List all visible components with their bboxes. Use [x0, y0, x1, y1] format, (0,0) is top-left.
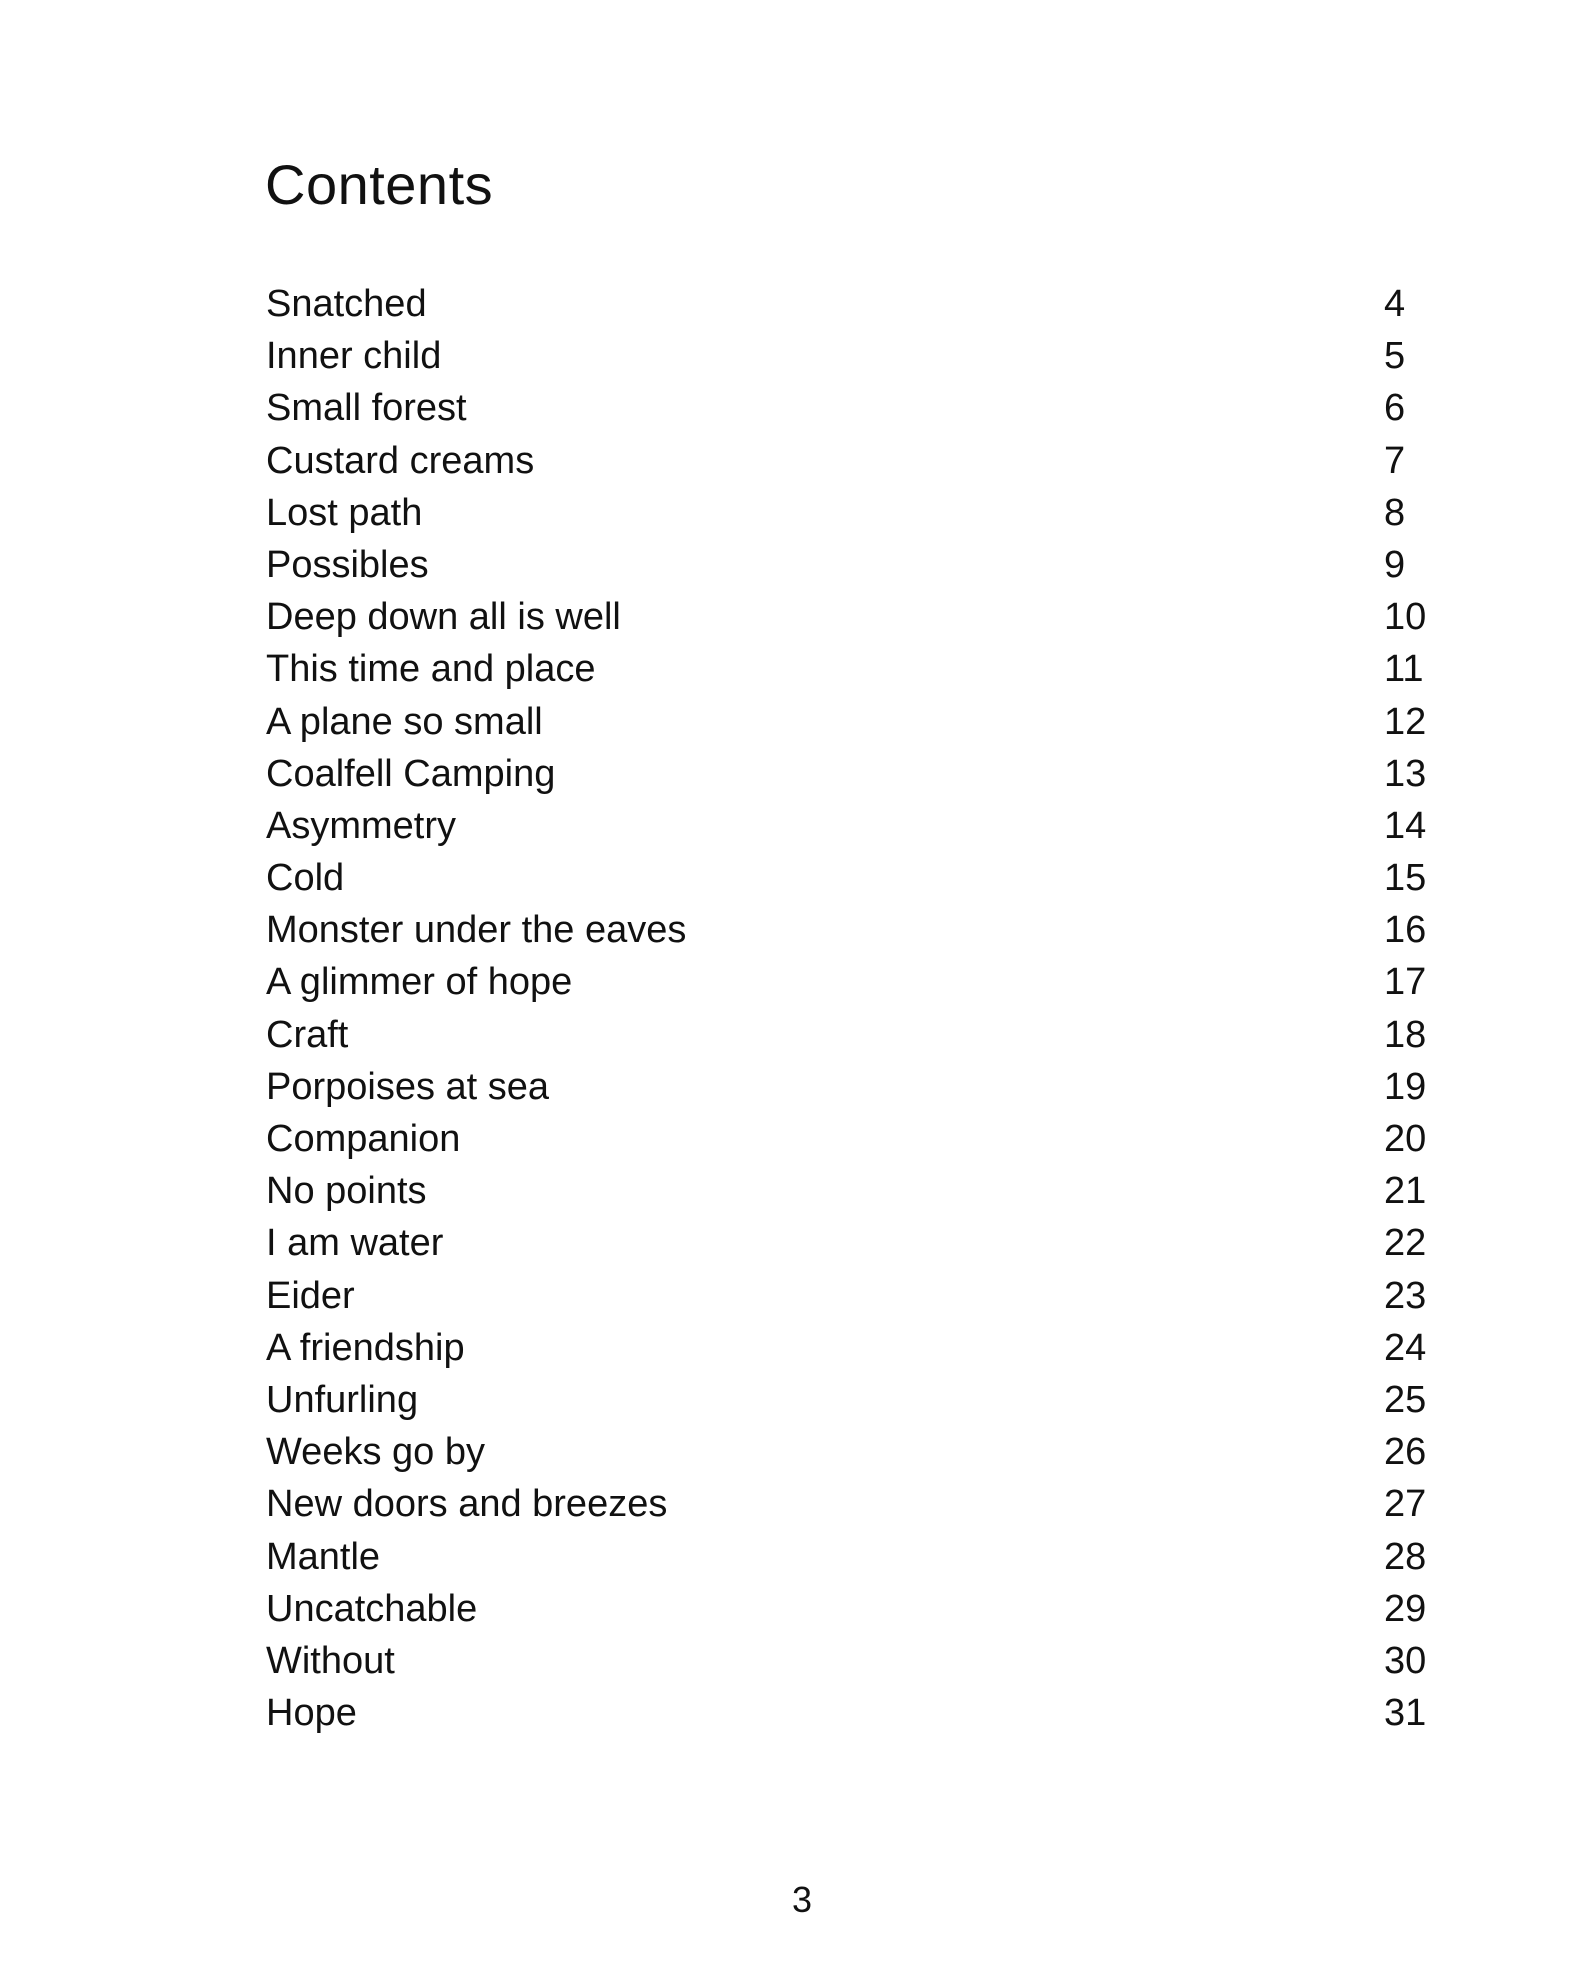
toc-entry-title: Inner child: [266, 335, 442, 378]
toc-entry: [266, 852, 1436, 904]
toc-entry: [266, 330, 1436, 382]
toc-entry: [266, 800, 1436, 852]
toc-entry-title: Without: [266, 1639, 395, 1682]
toc-entry-title: Lost path: [266, 491, 423, 534]
toc-entry-title: I am water: [266, 1222, 444, 1265]
toc-entry-title: Uncatchable: [266, 1587, 478, 1630]
toc-entry-page: 19: [1384, 1065, 1427, 1108]
toc-entry: [266, 748, 1436, 800]
toc-entry-title: Possibles: [266, 543, 429, 586]
toc-entry-page: 28: [1384, 1535, 1427, 1578]
toc-entry-title: Cold: [266, 857, 345, 900]
toc-entry: [266, 435, 1436, 487]
toc-entry: [266, 904, 1436, 956]
toc-entry: [266, 1009, 1436, 1061]
toc-entry: [266, 382, 1436, 434]
toc-entry-page: 30: [1384, 1639, 1427, 1682]
toc-entry-title: Mantle: [266, 1535, 381, 1578]
contents-heading: Contents: [265, 153, 494, 216]
toc-entry-title: This time and place: [266, 648, 596, 691]
toc-entry-page: 29: [1384, 1587, 1427, 1630]
toc-entry-title: Unfurling: [266, 1378, 419, 1421]
toc-entry-page: 9: [1384, 543, 1406, 586]
toc-entry: [266, 1478, 1436, 1530]
toc-entry: [266, 278, 1436, 330]
toc-entry: [266, 1217, 1436, 1269]
toc-entry-page: 13: [1384, 752, 1427, 795]
toc-entry: [266, 1061, 1436, 1113]
toc-entry-page: 22: [1384, 1222, 1427, 1265]
toc-entry-title: Companion: [266, 1118, 461, 1160]
toc-entry-page: 17: [1384, 961, 1427, 1004]
toc-entry-title: Eider: [266, 1274, 355, 1317]
toc-entry-page: 26: [1384, 1431, 1427, 1474]
toc-entry-page: 16: [1384, 909, 1427, 952]
toc-entry-page: 8: [1384, 491, 1406, 534]
toc-entry: [266, 643, 1436, 695]
toc-entry: [266, 1583, 1436, 1635]
toc-entry-page: 14: [1384, 804, 1427, 847]
toc-entry-title: Custard creams: [266, 439, 535, 482]
toc-entry-page: 4: [1384, 283, 1406, 325]
toc-entry-title: A friendship: [266, 1326, 465, 1369]
toc-entry: [266, 1687, 1436, 1739]
toc-entry-title: Snatched: [266, 283, 427, 325]
toc-entry-page: 7: [1384, 439, 1406, 482]
toc-entry-title: Asymmetry: [266, 804, 456, 847]
toc-entry: [266, 1113, 1436, 1165]
toc-entry: [266, 539, 1436, 591]
page-number: 3: [791, 1879, 813, 1920]
toc-entry-page: 18: [1384, 1013, 1427, 1056]
toc-entry-title: Coalfell Camping: [266, 752, 556, 795]
toc-entry: [266, 956, 1436, 1008]
toc-entry-page: 6: [1384, 387, 1406, 430]
toc-entry-page: 12: [1384, 700, 1427, 743]
toc-entry-title: Porpoises at sea: [266, 1065, 550, 1108]
toc-entry-title: New doors and breezes: [266, 1483, 668, 1526]
toc-entry-title: Weeks go by: [266, 1431, 485, 1474]
toc-entry-title: Monster under the eaves: [266, 909, 687, 952]
toc-entry: [266, 1322, 1436, 1374]
toc-entry-page: 27: [1384, 1483, 1427, 1526]
toc-entry-page: 24: [1384, 1326, 1427, 1369]
toc-entry: [266, 696, 1436, 748]
toc-entry-page: 31: [1384, 1692, 1427, 1735]
toc-entry-page: 20: [1384, 1118, 1427, 1160]
toc-entry-page: 21: [1384, 1170, 1427, 1213]
toc-entry-page: 25: [1384, 1378, 1427, 1421]
toc-entry-page: 11: [1384, 648, 1424, 691]
toc-entry-title: Craft: [266, 1013, 349, 1056]
toc-entry-title: Deep down all is well: [266, 596, 621, 639]
toc-entry: [266, 1635, 1436, 1687]
toc-entry-title: No points: [266, 1170, 427, 1213]
toc-entry: [266, 487, 1436, 539]
toc-entry: [266, 1374, 1436, 1426]
toc-entry-title: A plane so small: [266, 700, 543, 743]
toc-entry-title: A glimmer of hope: [266, 961, 573, 1004]
toc-entry: [266, 1165, 1436, 1217]
toc-entry: [266, 1531, 1436, 1583]
toc-entry: [266, 1426, 1436, 1478]
toc-entry-page: 23: [1384, 1274, 1427, 1317]
toc-entry-title: Small forest: [266, 387, 467, 430]
toc-entry: [266, 1270, 1436, 1322]
toc-entry: [266, 591, 1436, 643]
toc-entry-title: Hope: [266, 1692, 357, 1735]
toc-entry-page: 15: [1384, 857, 1427, 900]
toc-entry-page: 10: [1384, 596, 1427, 639]
toc-entry-page: 5: [1384, 335, 1406, 378]
table-of-contents: [266, 278, 1436, 1739]
